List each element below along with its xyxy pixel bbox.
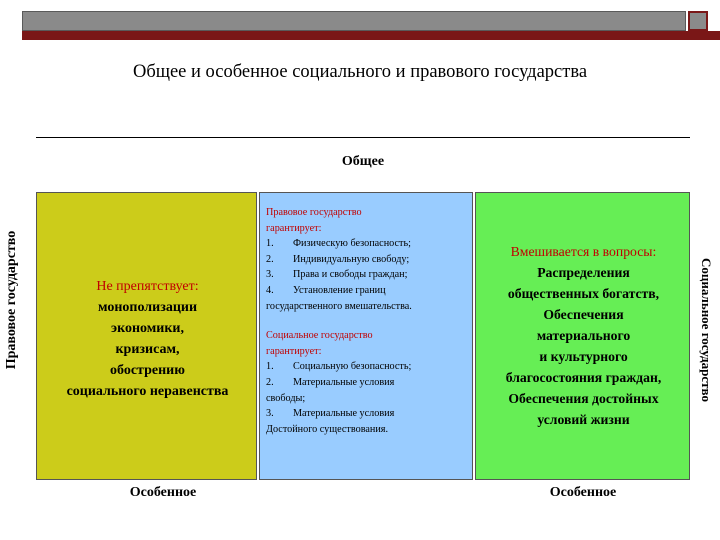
social-special-heading: Вмешивается в вопросы: bbox=[510, 244, 657, 259]
list-item: 1. Физическую безопасность; bbox=[266, 238, 411, 250]
side-label-social-state: Социальное государство bbox=[699, 258, 714, 402]
legal-special-line: экономики, bbox=[111, 321, 184, 336]
social-special-line: благосостояния граждан, bbox=[505, 370, 662, 385]
header-square bbox=[688, 11, 708, 31]
list-item: 3. Права и свободы граждан; bbox=[266, 269, 408, 281]
legal-guarantee-subheading: гарантирует: bbox=[266, 222, 322, 234]
header-gray-bar bbox=[22, 11, 686, 31]
social-special-line: условий жизни bbox=[537, 412, 630, 427]
list-item: 2. Индивидуальную свободу; bbox=[266, 253, 410, 265]
list-item: 4. Установление границ bbox=[266, 284, 386, 296]
slide-title: Общее и особенное социального и правового государства bbox=[132, 62, 588, 82]
list-item-continuation: государственного вмешательства. bbox=[266, 300, 412, 312]
label-common: Общее bbox=[341, 154, 385, 169]
label-special-legal: Особенное bbox=[129, 485, 197, 500]
panel-common bbox=[259, 192, 473, 480]
legal-special-line: монополизации bbox=[97, 300, 198, 315]
title-divider bbox=[36, 137, 690, 138]
legal-special-heading: Не препятствует: bbox=[96, 279, 199, 294]
list-item: 1. Социальную безопасность; bbox=[266, 361, 412, 373]
social-guarantee-heading: Социальное государство bbox=[266, 330, 373, 342]
legal-guarantee-heading: Правовое государство bbox=[266, 207, 362, 218]
legal-special-line: кризисам, bbox=[115, 342, 180, 357]
social-special-line: материального bbox=[536, 328, 631, 343]
social-special-text bbox=[476, 241, 691, 430]
label-special-social: Особенное bbox=[549, 485, 617, 500]
legal-special-line: социального неравенства bbox=[66, 384, 229, 399]
legal-special-line: обострению bbox=[110, 363, 185, 378]
social-guarantee-subheading: гарантирует: bbox=[266, 345, 322, 357]
legal-special-text bbox=[42, 276, 253, 402]
common-text bbox=[266, 205, 472, 437]
side-label-legal-state: Правовое государство bbox=[4, 230, 19, 370]
social-special-line: и культурного bbox=[539, 349, 628, 364]
list-item: 2. Материальные условия bbox=[266, 376, 395, 388]
header-red-bar bbox=[22, 31, 720, 40]
panel-social-special bbox=[475, 192, 690, 480]
panel-legal-special bbox=[36, 192, 257, 480]
social-special-line: Распределения bbox=[537, 265, 630, 280]
social-special-line: Обеспечения достойных bbox=[508, 391, 659, 406]
social-special-line: общественных богатств, bbox=[507, 286, 660, 301]
list-item-continuation: Достойного существования. bbox=[266, 423, 389, 435]
social-special-line: Обеспечения bbox=[543, 307, 624, 322]
list-item-continuation: свободы; bbox=[266, 392, 306, 404]
list-item: 3. Материальные условия bbox=[266, 408, 395, 420]
